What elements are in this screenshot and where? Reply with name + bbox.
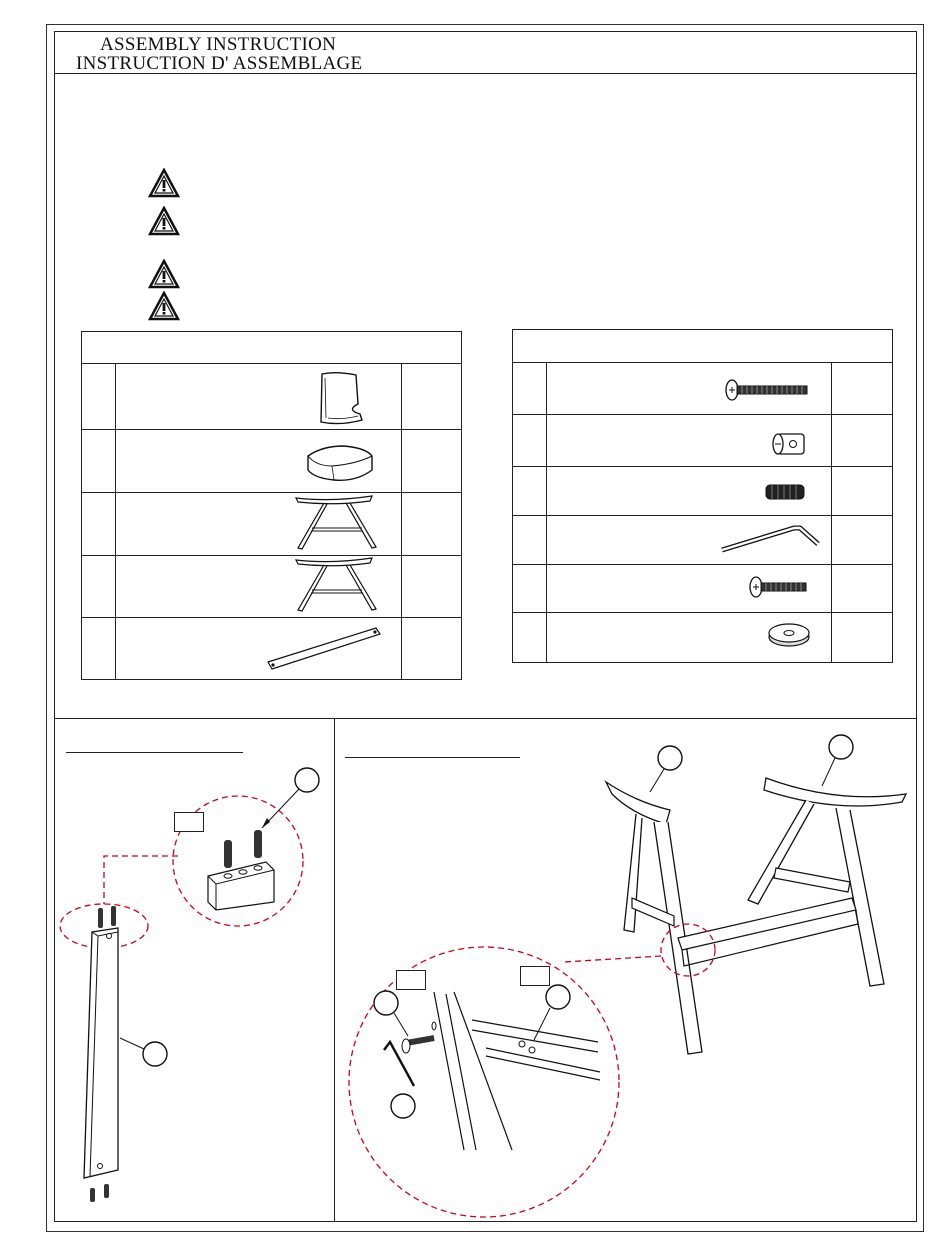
warning-triangle-icon (148, 291, 180, 321)
warning-triangle-icon (148, 168, 180, 198)
backrest-cushion-icon (316, 370, 366, 426)
section-divider (54, 718, 917, 719)
dowel-icon (762, 482, 808, 502)
chair-side-frame-icon (292, 556, 378, 614)
hardware-table (512, 329, 893, 663)
allen-key-icon (718, 524, 822, 558)
barrel-nut-icon (770, 430, 808, 458)
warning-triangle-icon (148, 259, 180, 289)
short-bolt-icon (746, 575, 810, 599)
stretcher-rail-icon (264, 624, 384, 672)
washer-icon (766, 622, 812, 648)
step-divider (334, 718, 335, 1222)
chair-side-frame-icon (292, 494, 378, 552)
title-english: ASSEMBLY INSTRUCTION (100, 34, 337, 55)
long-bolt-icon (722, 378, 810, 402)
hardware-count-box (520, 966, 550, 986)
warning-triangle-icon (148, 206, 180, 236)
step-1-heading-underline (66, 752, 243, 753)
hardware-count-box (174, 812, 204, 832)
title-french: INSTRUCTION D' ASSEMBLAGE (76, 53, 363, 74)
seat-cushion-icon (304, 442, 376, 484)
hardware-count-box (396, 970, 426, 990)
